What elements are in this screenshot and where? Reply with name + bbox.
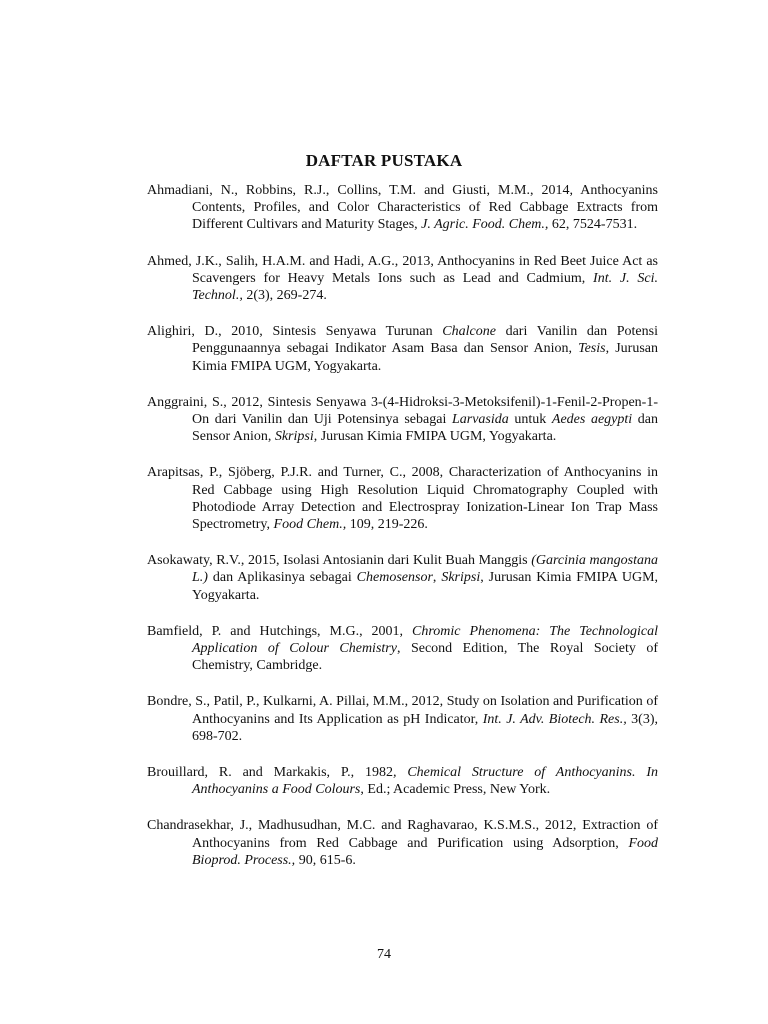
reference-text: 90, 615-6. <box>295 852 356 868</box>
reference-italic-text: Int. J. Sci. Technol., <box>192 270 658 304</box>
reference-text: 3(3), 698-702. <box>192 711 658 744</box>
reference-text: Ahmed, J.K., Salih, H.A.M. and Hadi, A.G., 2013, Anthocyanins in Red Beet Juice Act as Scavengers for Heavy Metals Ions such as Lead and Cadmium, <box>147 253 658 286</box>
reference-italic-text: Skripsi <box>274 429 314 445</box>
reference-entry <box>147 764 658 798</box>
reference-text: Arapitsas, P., Sjöberg, P.J.R. and Turner, C., 2008, Characterization of Anthocyanins in Red Cabbage using High Resolution Liquid Chromatography Coupled with Photodiode Array Detection and Electrospray Ionization-Linear Ion Trap Mass Spectrometry, <box>147 465 658 533</box>
reference-italic-text: (Garcinia mangostana L.) <box>192 553 658 586</box>
reference-italic-text: Tesis <box>578 341 606 357</box>
reference-list <box>147 182 658 888</box>
reference-text: Bamfield, P. and Hutchings, M.G., 2001, <box>147 623 413 639</box>
reference-italic-text: Chalcone <box>442 324 496 340</box>
reference-text: , Ed.; Academic Press <box>360 782 483 798</box>
page-title: DAFTAR PUSTAKA <box>305 151 463 170</box>
reference-text: 2(3), 269-274. <box>242 288 327 304</box>
reference-text: 109, 219-226. <box>346 517 428 533</box>
reference-entry <box>147 253 658 305</box>
reference-entry <box>147 623 658 675</box>
reference-italic-text: Chromic Phenomena: The Technological Application of Colour Chemistry <box>192 623 659 657</box>
reference-italic-text: Int. J. Adv. Biotech. Res., <box>482 711 627 727</box>
reference-text: 62, 7524-7531. <box>548 217 638 233</box>
reference-text: Chandrasekhar, J., Madhusudhan, M.C. and Raghavarao, K.S.M.S., 2012, Extraction of Anthocyanins from Red Cabbage and Purification using Adsorption, <box>147 818 658 851</box>
reference-entry <box>147 693 658 745</box>
reference-entry <box>147 394 658 446</box>
reference-text: Brouillard, R. and Markakis, P., 1982 <box>147 765 393 781</box>
reference-text: , Jurusan Kimia FMIPA UGM, Yogyakarta. <box>313 429 557 445</box>
reference-italic-text: , <box>482 782 487 798</box>
reference-italic-text: Skripsi <box>441 570 481 586</box>
reference-text: Anggraini, S., 2012, Sintesis Senyawa 3-(4-Hidroksi-3-Metoksifenil)-1-Fenil-2-Propen-1-On dari Vanilin dan Uji Potensinya sebagai <box>147 394 658 428</box>
reference-italic-text: Chemosensor <box>356 570 433 586</box>
reference-text: Alighiri, D., 2010, Sintesis Senyawa Turunan <box>147 324 443 340</box>
reference-text: , Second Edition, The Royal Society of Chemistry, Cambridge. <box>192 641 658 674</box>
reference-text: Bondre, S., Patil, P., Kulkarni, A. Pillai, M.M., 2012, Study on Isolation and Purification of Anthocyanins and Its Application as pH Indicator, <box>147 694 658 727</box>
reference-text: dari Vanilin dan Potensi Penggunaannya sebagai Indikator Asam Basa dan Sensor Anion, <box>192 324 658 357</box>
reference-entry <box>147 323 658 375</box>
reference-text: Asokawaty, R.V., 2015, Isolasi Antosianin dari Kulit Buah Manggis <box>147 553 532 569</box>
reference-text: dan Aplikasinya sebagai <box>207 570 357 586</box>
reference-italic-text: Food Chem., <box>273 517 347 533</box>
reference-italic-text: , Chemical Structure of Anthocyanins. In Anthocyanins a Food Colours <box>192 765 658 798</box>
reference-italic-text: Aedes aegypti <box>551 412 633 428</box>
reference-text: , <box>432 570 442 586</box>
reference-entry <box>147 182 658 234</box>
reference-entry <box>147 464 658 533</box>
reference-text: Ahmadiani, N., Robbins, R.J., Collins, T.M. and Giusti, M.M., 2014, Anthocyanins Contents, Profiles, and Color Characteristics of Red Cabbage Extracts from Different Cultivars and Maturity Stages, <box>147 183 658 233</box>
reference-text: dan Sensor Anion, <box>192 412 659 445</box>
reference-italic-text: Food Bioprod. Process., <box>192 835 658 868</box>
reference-italic-text: J. Agric. Food. Chem., <box>421 217 549 233</box>
reference-text: New York. <box>486 782 551 798</box>
reference-italic-text: Larvasida <box>451 412 509 428</box>
reference-text: untuk <box>508 412 552 428</box>
reference-entry <box>147 817 658 869</box>
reference-text: , Jurusan Kimia FMIPA UGM, Yogyakarta. <box>192 570 659 603</box>
page-number: 74 <box>377 947 391 962</box>
reference-text: , Jurusan Kimia FMIPA UGM, Yogyakarta. <box>192 341 659 374</box>
reference-entry <box>147 552 658 604</box>
